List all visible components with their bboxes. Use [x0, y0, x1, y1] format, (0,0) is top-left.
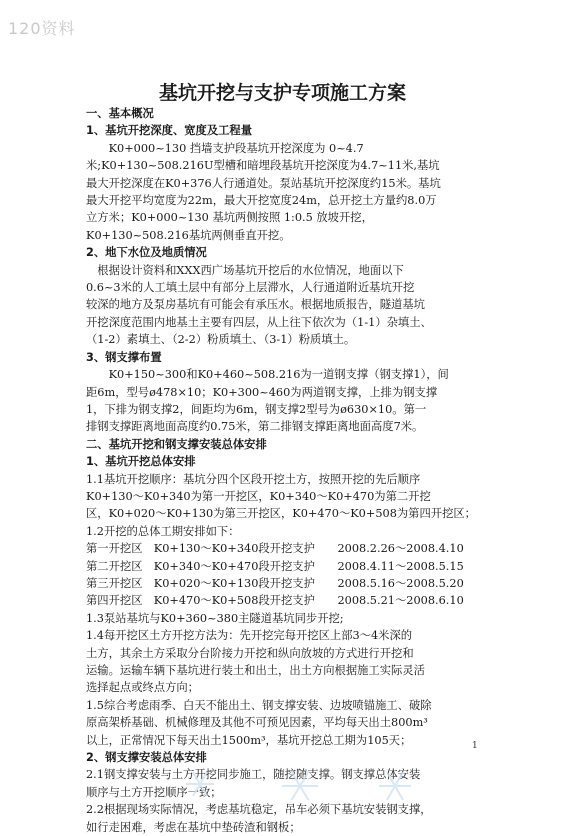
body-line: 运输。运输车辆下基坑进行装土和出土，出土方向根据施工实际灵活	[86, 664, 425, 677]
body-line: 以上，正常情况下每天出土1500m³，基坑开挖总工期为105天；	[86, 733, 412, 747]
schedule-row: 第四开挖区 K0+470～K0+508段开挖支护 2008.5.21～2008.6.10	[86, 594, 464, 608]
body-line: 1.5综合考虑雨季、白天不能出土、钢支撑安装、边坡喷锚施工、破除	[86, 698, 432, 712]
subsection-heading: 3、钢支撑布置	[86, 350, 162, 364]
body-line: 0.6~3米的人工填土层中有部分上层滞水，人行通道附近基坑开挖	[86, 281, 415, 295]
document-title: 基坑开挖与支护专项施工方案	[158, 82, 406, 104]
body-line: K0+000~130 挡墙支护段基坑开挖深度为 0~4.7	[86, 141, 364, 155]
body-line: 区，K0+020～K0+130为第三开挖区，K0+470～K0+508为第四开挖区；	[86, 507, 476, 521]
document-body	[86, 105, 486, 836]
body-line: 1，下排为钢支撑2，间距均为6m，钢支撑2型号为ø630×10。第一	[86, 402, 427, 416]
body-line: 1.4每开挖区土方开挖方法为：先开挖完每开挖区上部3～4米深的	[86, 629, 413, 643]
body-line: 2.1钢支撑安装与土方开挖同步施工，随挖随支撑。钢支撑总体安装	[86, 768, 421, 782]
body-line: （1-2）素填土、（2-2）粉质填土、（3-1）粉质填土。	[86, 333, 356, 347]
schedule-row: 第三开挖区 K0+020～K0+130段开挖支护 2008.5.16～2008.5.20	[86, 576, 464, 590]
body-line: 1.3泵站基坑与K0+360~380主隧道基坑同步开挖;	[86, 611, 344, 625]
section-heading: 二、基坑开挖和钢支撑安装总体安排	[86, 437, 267, 451]
body-line: 1.1基坑开挖顺序：基坑分四个区段开挖土方，按照开挖的先后顺序	[86, 472, 421, 486]
subsection-heading: 2、地下水位及地质情况	[86, 246, 207, 260]
body-line: 米;K0+130~508.216U型槽和暗埋段基坑开挖深度为4.7~11米,基坑	[86, 159, 440, 173]
body-line: 最大开挖深度在K0+376人行通道处。泵站基坑开挖深度约15米。基坑	[86, 176, 441, 190]
body-line: 选择起点或终点方向；	[86, 681, 199, 695]
body-line: 顺序与土方开挖顺序一致；	[86, 785, 222, 799]
subsection-heading: 1、基坑开挖总体安排	[86, 455, 196, 469]
body-line: 较深的地方及泵房基坑有可能会有承压水。根据地质报告，隧道基坑	[86, 298, 425, 312]
body-line: 1.2开挖的总体工期安排如下：	[86, 524, 240, 538]
body-line: 距6m，型号ø478×10；K0+300~460为两道钢支撑，上排为钢支撑	[86, 385, 438, 399]
body-line: 土方，其余土方采取分台阶接力开挖和纵向放坡的方式进行开挖和	[86, 646, 414, 660]
body-line: 最大开挖平均宽度为22m，最大开挖宽度24m，总开挖土方量约8.0万	[86, 194, 437, 208]
body-line: 排钢支撑距离地面高度约0.75米，第二排钢支撑距离地面高度7米。	[86, 420, 424, 434]
subsection-heading: 2、钢支撑安装总体安排	[86, 751, 207, 765]
body-line: K0+130~508.216基坑两侧垂直开挖。	[86, 228, 291, 242]
schedule-row: 第一开挖区 K0+130～K0+340段开挖支护 2008.2.26～2008.4.10	[86, 542, 464, 556]
snowflake-decoration	[0, 762, 565, 800]
body-line: 2.2根据现场实际情况，考虑基坑稳定，吊车必须下基坑安装钢支撑，	[86, 803, 432, 817]
page-number: 1	[472, 741, 478, 751]
body-line: K0+130～K0+340为第一开挖区，K0+340～K0+470为第二开挖	[86, 489, 431, 503]
section-heading: 一、基本概况	[86, 107, 154, 120]
watermark-logo: 120资料	[8, 19, 76, 38]
body-line: 如行走困难，考虑在基坑中垫砖渣和钢板；	[86, 820, 301, 834]
body-line: 立方米；K0+000~130 基坑两侧按照 1:0.5 放坡开挖，	[86, 211, 373, 225]
body-line: 开挖深度范围内地基土主要有四层，从上往下依次为（1-1）杂填土、	[86, 315, 432, 329]
body-line: 根据设计资料和XXX西广场基坑开挖后的水位情况，地面以下	[86, 263, 404, 277]
body-line: K0+150~300和K0+460~508.216为一道钢支撑（钢支撑1），间	[86, 368, 449, 382]
schedule-row: 第二开挖区 K0+340～K0+470段开挖支护 2008.4.11～2008.5.15	[86, 559, 464, 573]
body-line: 原高架桥基础、机械修理及其他不可预见因素，平均每天出土800m³	[86, 716, 428, 730]
subsection-heading: 1、基坑开挖深度、宽度及工程量	[86, 124, 253, 138]
